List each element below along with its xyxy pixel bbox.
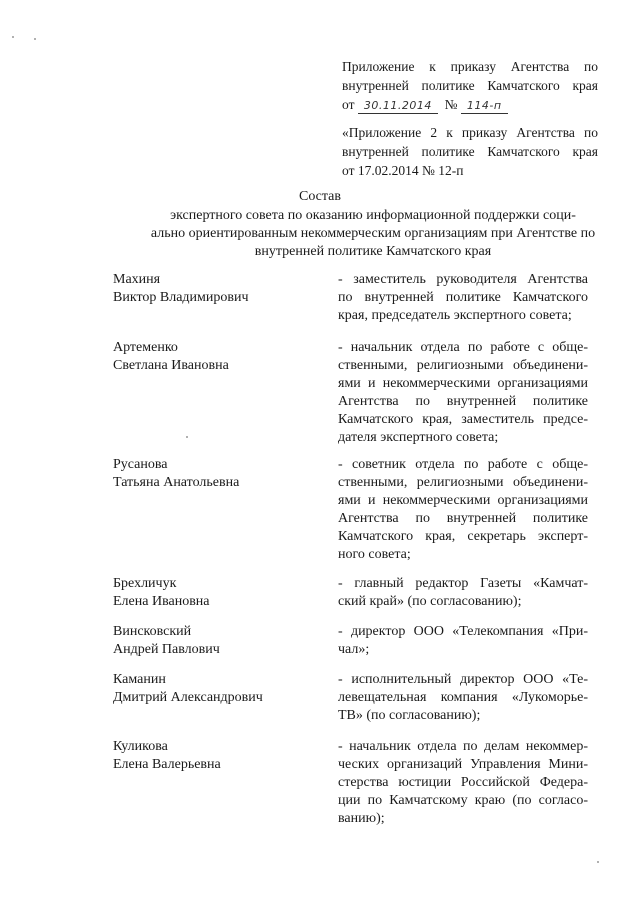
- member-surname: Брехличук: [113, 576, 177, 591]
- role-line: стерства юстиции Российской Федера-: [338, 775, 588, 790]
- member-surname: Русанова: [113, 457, 168, 472]
- member-name: [113, 271, 323, 307]
- member-surname: Махиня: [113, 272, 161, 287]
- member-name: [113, 623, 323, 659]
- member-name: [113, 456, 323, 492]
- member-surname: Куликова: [113, 739, 168, 754]
- member-role: [338, 575, 588, 611]
- role-line: Камчатского края, секретарь эксперт-: [338, 529, 588, 544]
- role-line: ями и некоммерческими организациями: [338, 493, 588, 508]
- appendix-line-1: Приложение к приказу Агентства по: [342, 59, 598, 74]
- document-title: Состав: [298, 189, 341, 204]
- scan-speck: [186, 436, 188, 438]
- document-subtitle: [138, 207, 608, 261]
- role-line: ции по Камчатскому краю (по согласо-: [338, 793, 588, 808]
- member-given-names: Виктор Владимирович: [113, 290, 249, 305]
- appendix-line-2: внутренней политике Камчатского края: [342, 78, 598, 93]
- role-line: - директор ООО «Телекомпания «При-: [338, 624, 588, 639]
- member-given-names: Елена Ивановна: [113, 594, 210, 609]
- scan-speck: [597, 861, 599, 863]
- member-role: [338, 339, 588, 447]
- date-prefix: от: [342, 97, 355, 112]
- member-name: [113, 738, 323, 774]
- member-name: [113, 575, 323, 611]
- role-line: ственными, религиозными объединени-: [338, 475, 588, 490]
- role-line: ский край» (по согласованию);: [338, 594, 522, 609]
- role-line: ТВ» (по согласованию);: [338, 708, 481, 723]
- member-given-names: Дмитрий Александрович: [113, 690, 263, 705]
- role-line: края, председатель экспертного совета;: [338, 308, 572, 323]
- appendix-reference: [342, 57, 598, 114]
- appendix2-line-1: «Приложение 2 к приказу Агентства по: [342, 125, 598, 140]
- member-surname: Винсковский: [113, 624, 192, 639]
- role-line: ями и некоммерческими организациями: [338, 376, 588, 391]
- member-given-names: Андрей Павлович: [113, 642, 220, 657]
- role-line: Агентства по внутренней политике: [338, 511, 588, 526]
- member-surname: Каманин: [113, 672, 166, 687]
- role-line: дателя экспертного совета;: [338, 430, 499, 445]
- scan-speck: [12, 36, 14, 38]
- role-line: ственными, религиозными объединени-: [338, 358, 588, 373]
- role-line: ческих организаций Управления Мини-: [338, 757, 588, 772]
- role-line: - начальник отдела по делам некоммер-: [338, 739, 588, 754]
- appendix-date-line: [342, 95, 598, 114]
- role-line: по внутренней политике Камчатского: [338, 290, 588, 305]
- subtitle-line-1: экспертного совета по оказанию информационной поддержки соци-: [170, 208, 576, 223]
- role-line: ного совета;: [338, 547, 411, 562]
- scan-speck: [34, 38, 36, 40]
- member-role: [338, 738, 588, 828]
- role-line: - начальник отдела по работе с обще-: [338, 340, 588, 355]
- role-line: - советник отдела по работе с обще-: [338, 457, 588, 472]
- member-role: [338, 271, 588, 325]
- role-line: Агентства по внутренней политике: [338, 394, 588, 409]
- member-name: [113, 671, 323, 707]
- member-surname: Артеменко: [113, 340, 178, 355]
- subtitle-line-2: ально ориентированным некоммерческим организациям при Агентстве по: [150, 226, 596, 241]
- role-line: ванию);: [338, 811, 385, 826]
- appendix2-line-3: от 17.02.2014 № 12-п: [342, 163, 464, 178]
- appendix2-line-2: внутренней политике Камчатского края: [342, 144, 598, 159]
- handwritten-number: 114-п: [461, 99, 508, 114]
- handwritten-date: 30.11.2014: [358, 99, 438, 114]
- number-prefix: №: [444, 97, 458, 112]
- subtitle-line-3: внутренней политике Камчатского края: [254, 244, 492, 259]
- member-role: [338, 456, 588, 564]
- member-role: [338, 623, 588, 659]
- role-line: - заместитель руководителя Агентства: [338, 272, 588, 287]
- role-line: Камчатского края, заместитель предсе-: [338, 412, 588, 427]
- role-line: - исполнительный директор ООО «Те-: [338, 672, 588, 687]
- role-line: - главный редактор Газеты «Камчат-: [338, 576, 588, 591]
- member-given-names: Светлана Ивановна: [113, 358, 229, 373]
- member-role: [338, 671, 588, 725]
- member-given-names: Елена Валерьевна: [113, 757, 221, 772]
- member-given-names: Татьяна Анатольевна: [113, 475, 240, 490]
- member-name: [113, 339, 323, 375]
- role-line: левещательная компания «Лукоморье-: [338, 690, 588, 705]
- role-line: чал»;: [338, 642, 370, 657]
- appendix-2-reference: [342, 123, 598, 180]
